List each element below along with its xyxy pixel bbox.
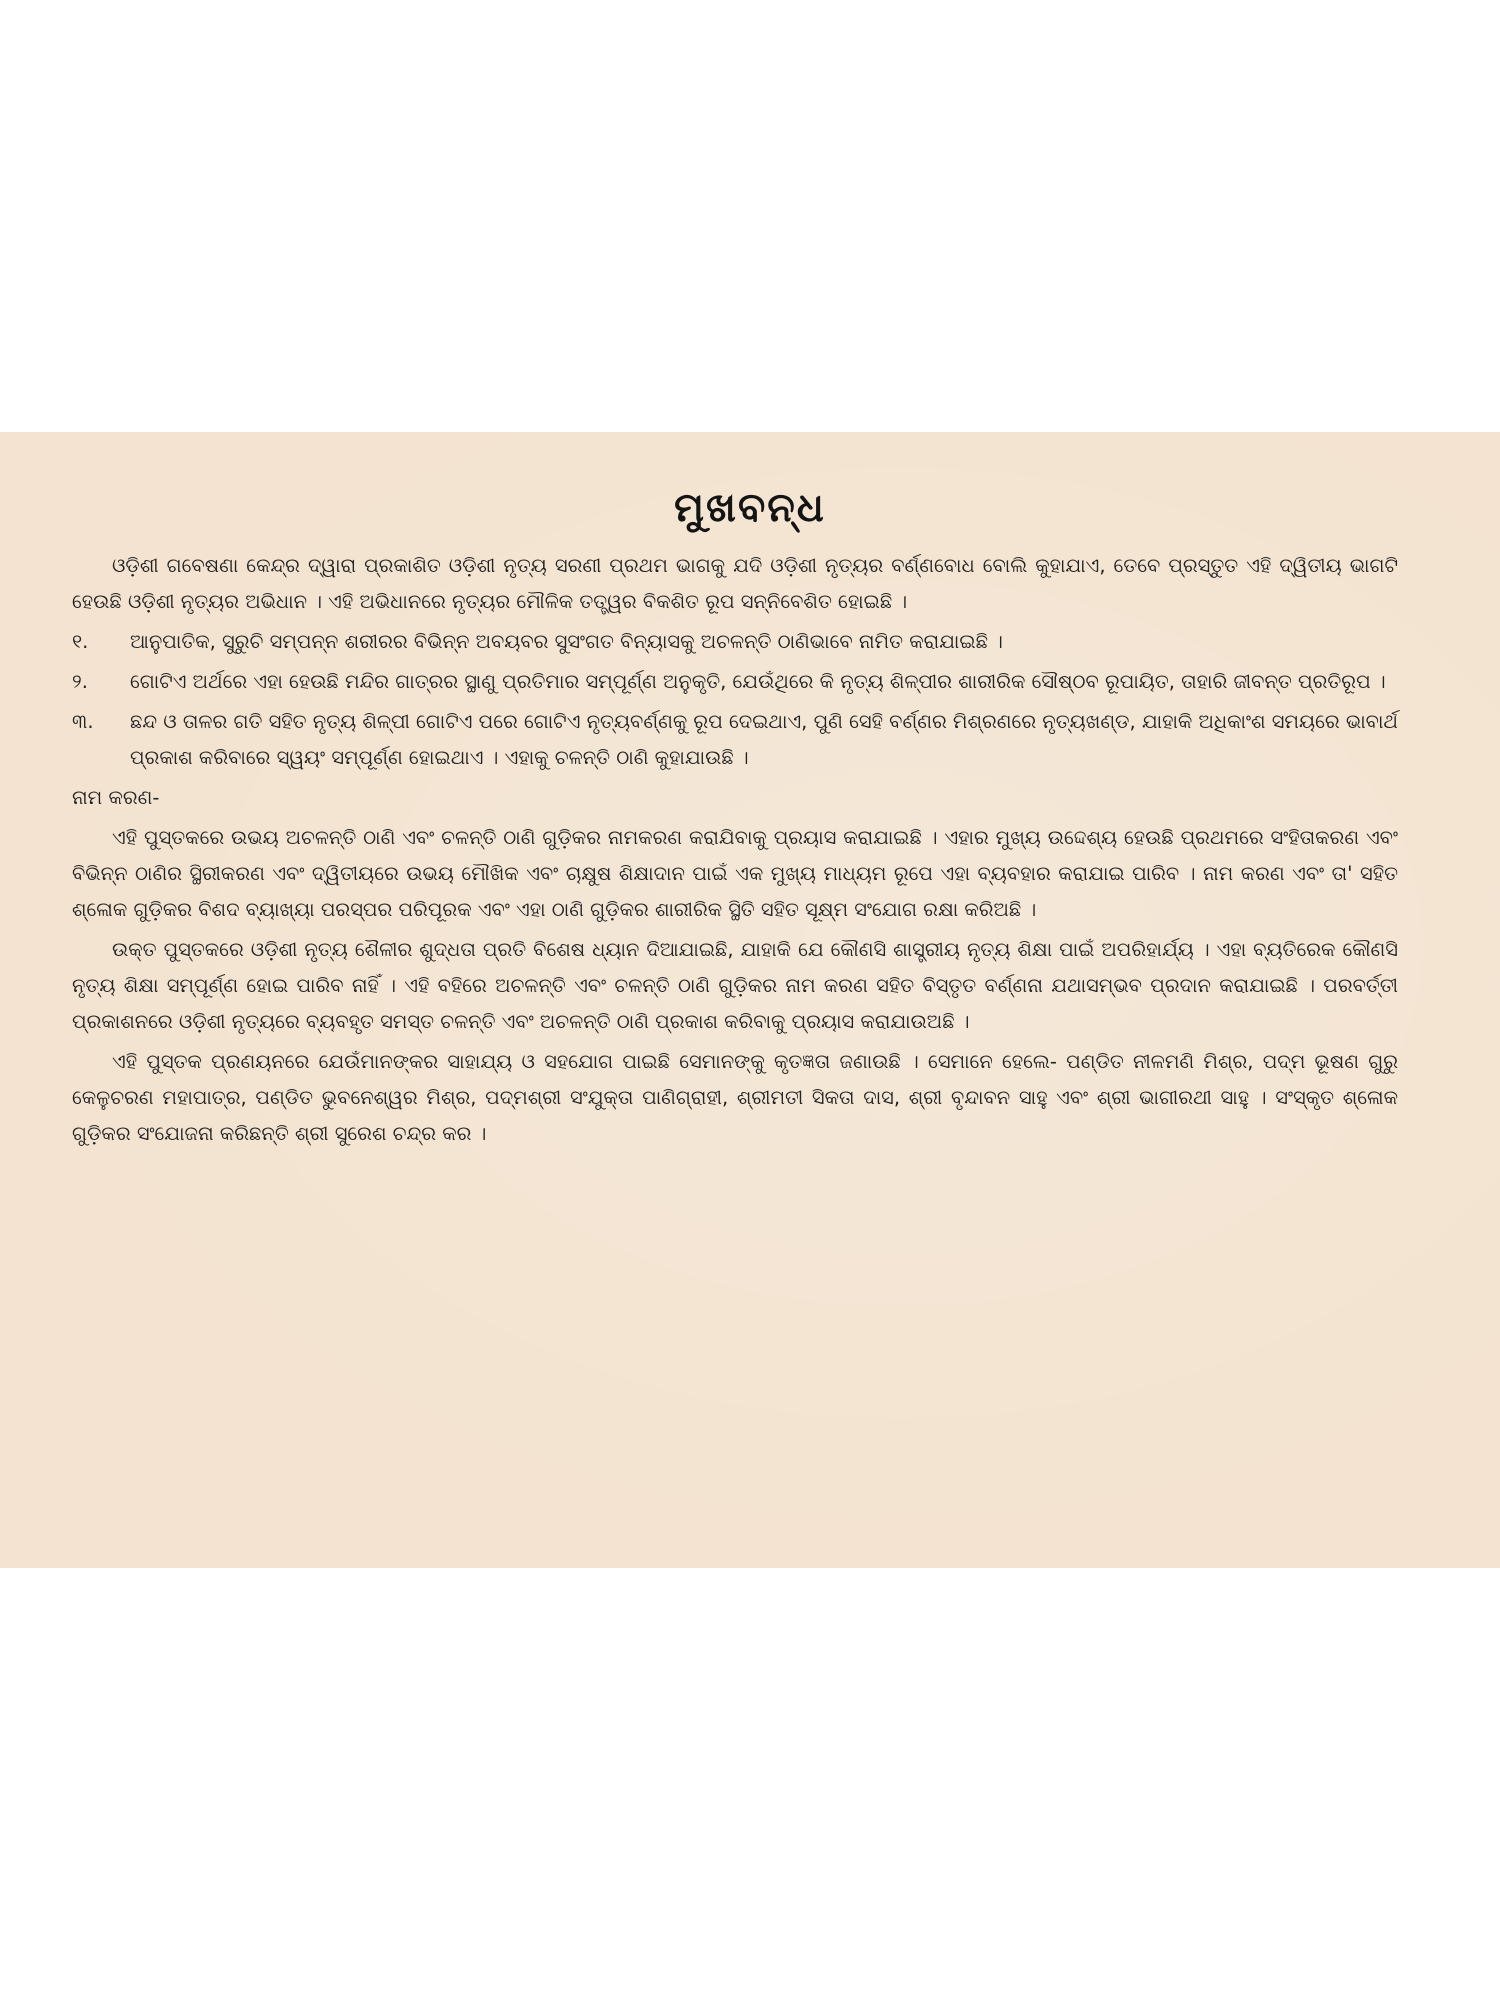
numbered-point-1 (72, 624, 1398, 660)
page-title: ମୁଖବନ୍ଧ (674, 485, 826, 531)
point-number: ୨. (72, 670, 88, 693)
point-text: ଗୋଟିଏ ଅର୍ଥରେ ଏହା ହେଉଛି ମନ୍ଦିର ଗାତ୍ରର ସ୍ଥାଣୁ ପ୍ରତିମାର ସମ୍ପୂର୍ଣ୍ଣ ଅନୁକୃତି, ଯେଉଁଥିରେ କି ନୃତ୍ୟ ଶିଳ୍ପୀର ଶାରୀରିକ ସୌଷ୍ଠବ ରୂପାୟିତ, ତାହାରି ଜୀବନ୍ତ ପ୍ରତିରୂପ । (130, 670, 1386, 693)
point-text: ଆନୁପାତିକ, ସୁରୁଚି ସମ୍ପନ୍ନ ଶରୀରର ବିଭିନ୍ନ ଅବୟବର ସୁସଂଗତ ବିନ୍ୟାସକୁ ଅଚଳନ୍ତି ଠାଣିଭାବେ ନାମିତ କରାଯାଇଛି । (130, 630, 1003, 653)
numbered-point-3 (72, 704, 1398, 776)
naming-heading: ନାମ କରଣ- (72, 786, 160, 809)
numbered-point-2 (72, 664, 1398, 700)
intro-paragraph: ଓଡ଼ିଶୀ ଗବେଷଣା କେନ୍ଦ୍ର ଦ୍ୱାରା ପ୍ରକାଶିତ ଓଡ଼ିଶୀ ନୃତ୍ୟ ସରଣୀ ପ୍ରଥମ ଭାଗକୁ ଯଦି ଓଡ଼ିଶୀ ନୃତ୍ୟର ବର୍ଣ୍ଣବୋଧ ବୋଲି କୁହାଯାଏ, ତେବେ ପ୍ରସ୍ତୁତ ଏହି ଦ୍ୱିତୀୟ ଭାଗଟି ହେଉଛି ଓଡ଼ିଶୀ ନୃତ୍ୟର ଅଭିଧାନ । ଏହି ଅଭିଧାନରେ ନୃତ୍ୟର ମୌଳିକ ତତ୍ତ୍ୱର ବିକଶିତ ରୂପ ସନ୍ନିବେଶିତ ହୋଇଛି । (72, 554, 1398, 613)
point-number: ୧. (72, 630, 89, 653)
purity-paragraph: ଉକ୍ତ ପୁସ୍ତକରେ ଓଡ଼ିଶୀ ନୃତ୍ୟ ଶୈଳୀର ଶୁଦ୍ଧତା ପ୍ରତି ବିଶେଷ ଧ୍ୟାନ ଦିଆଯାଇଛି, ଯାହାକି ଯେ କୌଣସି ଶାସ୍ତ୍ରୀୟ ନୃତ୍ୟ ଶିକ୍ଷା ପାଇଁ ଅପରିହାର୍ଯ୍ୟ । ଏହା ବ୍ୟତିରେକ କୌଣସି ନୃତ୍ୟ ଶିକ୍ଷା ସମ୍ପୂର୍ଣ୍ଣ ହୋଇ ପାରିବ ନାହିଁ । ଏହି ବହିରେ ଅଚଳନ୍ତି ଏବଂ ଚଳନ୍ତି ଠାଣି ଗୁଡ଼ିକର ନାମ କରଣ ସହିତ ବିସ୍ତୃତ ବର୍ଣ୍ଣନା ଯଥାସମ୍ଭବ ପ୍ରଦାନ କରାଯାଇଛି । ପରବର୍ତ୍ତୀ ପ୍ରକାଶନରେ ଓଡ଼ିଶୀ ନୃତ୍ୟରେ ବ୍ୟବହୃତ ସମସ୍ତ ଚଳନ୍ତି ଏବଂ ଅଚଳନ୍ତି ଠାଣି ପ୍ରକାଶ କରିବାକୁ ପ୍ରୟାସ କରାଯାଉଅଛି । (72, 938, 1398, 1033)
thanks-paragraph: ଏହି ପୁସ୍ତକ ପ୍ରଣୟନରେ ଯେଉଁମାନଙ୍କର ସାହାଯ୍ୟ ଓ ସହଯୋଗ ପାଇଛି ସେମାନଙ୍କୁ କୃତଜ୍ଞତା ଜଣାଉଛି । ସେମାନେ ହେଲେ- ପଣ୍ଡିତ ନୀଳମଣି ମିଶ୍ର, ପଦ୍ମ ଭୂଷଣ ଗୁରୁ କେଳୁଚରଣ ମହାପାତ୍ର, ପଣ୍ଡିତ ଭୁବନେଶ୍ୱର ମିଶ୍ର, ପଦ୍ମଶ୍ରୀ ସଂଯୁକ୍ତା ପାଣିଗ୍ରାହୀ, ଶ୍ରୀମତୀ ସିକତା ଦାସ, ଶ୍ରୀ ବୃନ୍ଦାବନ ସାହୁ ଏବଂ ଶ୍ରୀ ଭାଗୀରଥୀ ସାହୁ । ସଂସ୍କୃତ ଶ୍ଳୋକ ଗୁଡ଼ିକର ସଂଯୋଜନା କରିଛନ୍ତି ଶ୍ରୀ ସୁରେଶ ଚନ୍ଦ୍ର କର । (72, 1050, 1398, 1145)
point-text: ଛନ୍ଦ ଓ ତାଳର ଗତି ସହିତ ନୃତ୍ୟ ଶିଳ୍ପୀ ଗୋଟିଏ ପରେ ଗୋଟିଏ ନୃତ୍ୟବର୍ଣ୍ଣକୁ ରୂପ ଦେଇଥାଏ, ପୁଣି ସେହି ବର୍ଣ୍ଣର ମିଶ୍ରଣରେ ନୃତ୍ୟଖଣ୍ଡ, ଯାହାକି ଅଧିକାଂଶ ସମୟରେ ଭାବାର୍ଥ ପ୍ରକାଶ କରିବାରେ ସ୍ୱୟଂ ସମ୍ପୂର୍ଣ୍ଣ ହୋଇଥାଏ । ଏହାକୁ ଚଳନ୍ତି ଠାଣି କୁହାଯାଉଛି । (130, 710, 1398, 769)
document-body (72, 548, 1398, 1156)
naming-paragraph: ଏହି ପୁସ୍ତକରେ ଉଭୟ ଅଚଳନ୍ତି ଠାଣି ଏବଂ ଚଳନ୍ତି ଠାଣି ଗୁଡ଼ିକର ନାମକରଣ କରାଯିବାକୁ ପ୍ରୟାସ କରାଯାଇଛି । ଏହାର ମୁଖ୍ୟ ଉଦ୍ଦେଶ୍ୟ ହେଉଛି ପ୍ରଥମରେ ସଂହିତାକରଣ ଏବଂ ବିଭିନ୍ନ ଠାଣିର ସ୍ଥିରୀକରଣ ଏବଂ ଦ୍ୱିତୀୟରେ ଉଭୟ ମୌଖିକ ଏବଂ ଚାକ୍ଷୁଷ ଶିକ୍ଷାଦାନ ପାଇଁ ଏକ ମୁଖ୍ୟ ମାଧ୍ୟମ ରୂପେ ଏହା ବ୍ୟବହାର କରାଯାଇ ପାରିବ । ନାମ କରଣ ଏବଂ ତା' ସହିତ ଶ୍ଳୋକ ଗୁଡ଼ିକର ବିଶଦ ବ୍ୟାଖ୍ୟା ପରସ୍ପର ପରିପୂରକ ଏବଂ ଏହା ଠାଣି ଗୁଡ଼ିକର ଶାରୀରିକ ସ୍ଥିତି ସହିତ ସୂକ୍ଷ୍ମ ସଂଯୋଗ ରକ୍ଷା କରିଅଛି । (72, 826, 1398, 921)
point-number: ୩. (72, 710, 94, 733)
